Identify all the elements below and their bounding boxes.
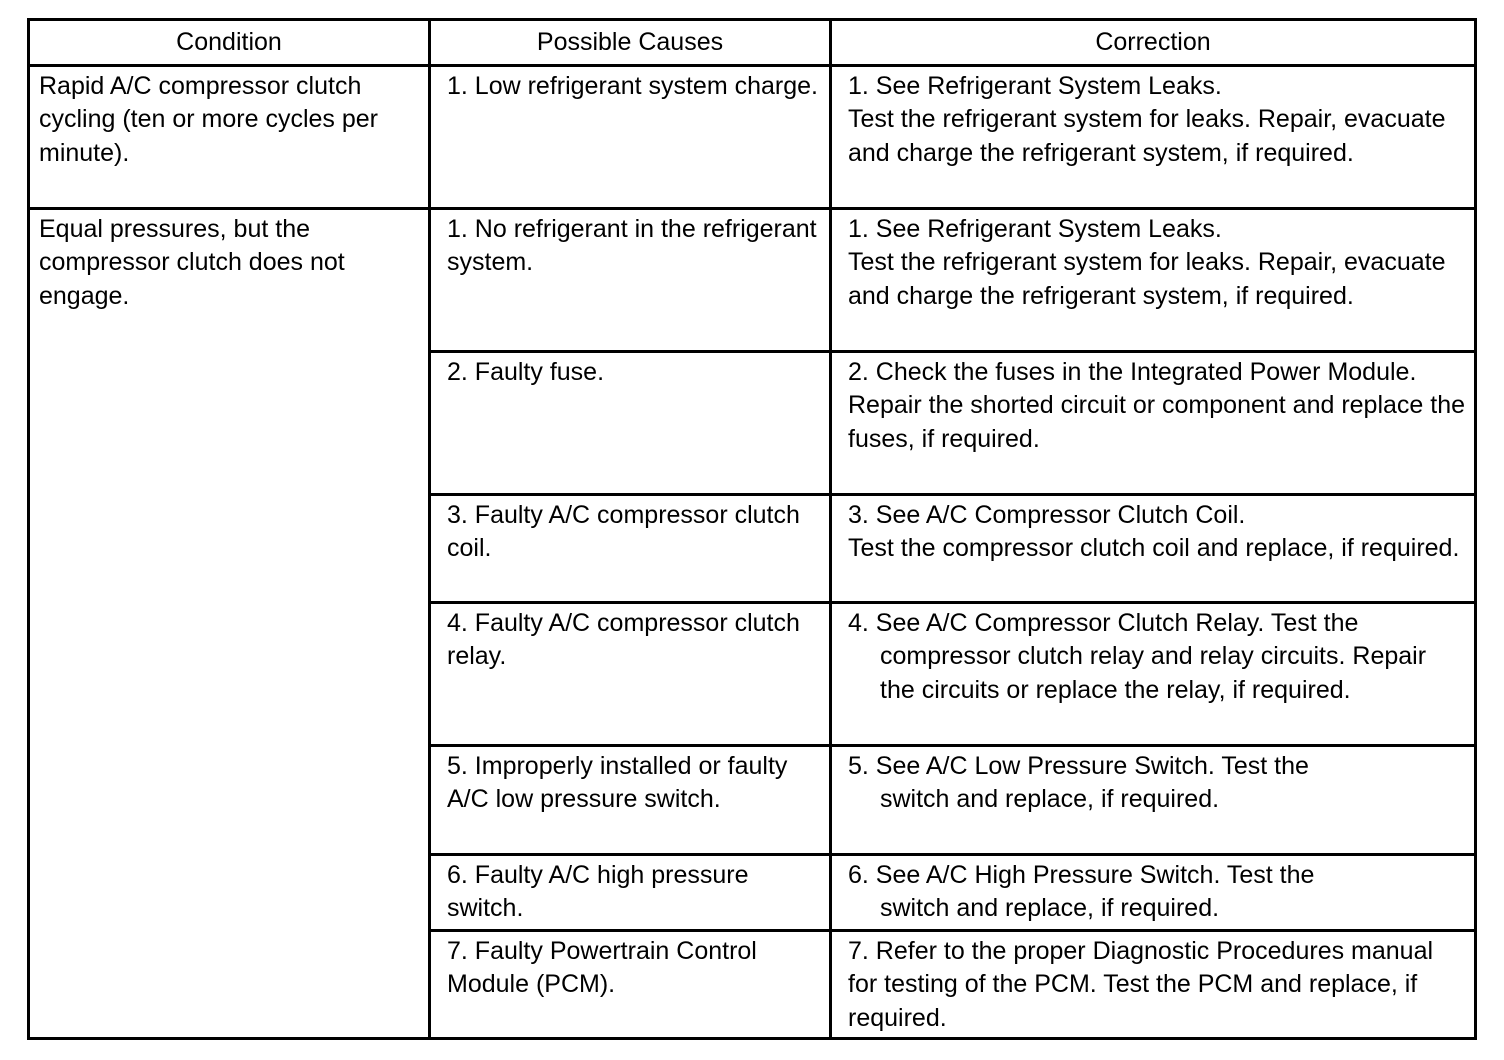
cause-text: 7. Faulty Powertrain Control Module (PCM). [447,937,757,999]
cause-text: 2. Faulty fuse. [447,358,605,386]
correction-cell [831,746,1476,855]
diagnosis-table [27,18,1477,1040]
correction-cell [831,495,1476,603]
correction-cell [831,603,1476,746]
correction-title: 3. See A/C Compressor Clutch Coil. [848,501,1246,529]
table-row [29,209,1476,352]
header-correction: Correction [831,20,1476,66]
cause-text: 1. Low refrigerant system charge. [447,72,818,100]
correction-cell [831,66,1476,209]
cause-text: 1. No refrigerant in the refrigerant system. [447,215,817,277]
correction-cell [831,855,1476,931]
cause-text: 5. Improperly installed or faulty A/C low pressure switch. [447,752,788,814]
condition-text: Rapid A/C compressor clutch cycling (ten or more cycles per minute). [39,72,379,167]
correction-cell [831,352,1476,495]
cause-cell [430,495,831,603]
cause-cell [430,746,831,855]
cause-text: 4. Faulty A/C compressor clutch relay. [447,609,800,671]
correction-title: 4. See A/C Compressor Clutch Relay. Test the [848,609,1359,637]
correction-text: Test the refrigerant system for leaks. Repair, evacuate and charge the refrigerant system, if required. [848,248,1446,310]
cause-cell [430,931,831,1039]
cause-text: 3. Faulty A/C compressor clutch coil. [447,501,800,563]
header-condition: Condition [29,20,430,66]
correction-title: 1. See Refrigerant System Leaks. [848,72,1222,100]
condition-text: Equal pressures, but the compressor clutch does not engage. [39,215,345,310]
cause-cell [430,603,831,746]
cause-text: 6. Faulty A/C high pressure switch. [447,861,749,923]
correction-title: 5. See A/C Low Pressure Switch. Test the [848,752,1309,780]
correction-cell [831,209,1476,352]
correction-title: 7. Refer to the proper Diagnostic Procedures manual for testing of the PCM. Test the PCM and replace, if required. [848,937,1434,1032]
correction-cell [831,931,1476,1039]
condition-cell [29,209,430,1039]
cause-cell [430,352,831,495]
correction-text: Test the refrigerant system for leaks. Repair, evacuate and charge the refrigerant system, if required. [848,105,1446,167]
correction-title: 6. See A/C High Pressure Switch. Test the [848,861,1315,889]
cause-cell [430,855,831,931]
cause-cell [430,209,831,352]
correction-title: 1. See Refrigerant System Leaks. [848,215,1222,243]
condition-cell [29,66,430,209]
header-row [29,20,1476,66]
correction-text: switch and replace, if required. [880,785,1220,814]
header-possible-causes: Possible Causes [430,20,831,66]
correction-text: compressor clutch relay and relay circuits. Repair the circuits or replace the relay, if required. [880,642,1427,704]
correction-title: 2. Check the fuses in the Integrated Power Module. Repair the shorted circuit or component and replace the fuses, if required. [848,358,1466,453]
correction-text: Test the compressor clutch coil and replace, if required. [848,534,1460,563]
table-row [29,66,1476,209]
cause-cell [430,66,831,209]
correction-text: switch and replace, if required. [880,894,1220,923]
